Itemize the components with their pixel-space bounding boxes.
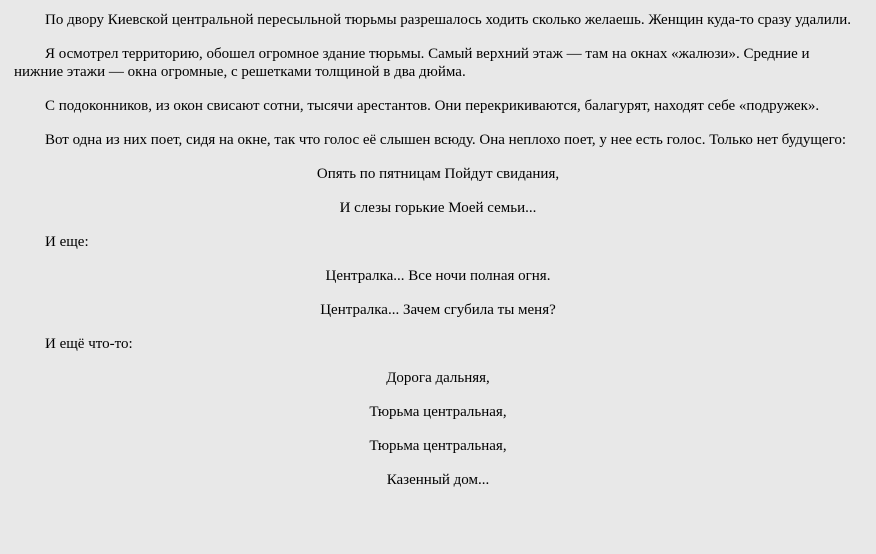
- song-line: Тюрьма центральная,: [369, 404, 507, 420]
- song-line: Централка... Все ночи полная огня.: [325, 268, 551, 284]
- paragraph: С подоконников, из окон свисают сотни, тысячи арестантов. Они перекрикиваются, балагурят, находят себе «подружек».: [45, 98, 820, 114]
- song-line: И слезы горькие Моей семьи...: [339, 200, 537, 216]
- paragraph: Я осмотрел территорию, обошел огромное здание тюрьмы. Самый верхний этаж — там на окнах «жалюзи». Средние и нижние этажи — окна огромные, с решетками толщиной в два дюйма.: [14, 46, 810, 80]
- song-line: Тюрьма центральная,: [369, 438, 507, 454]
- paragraph: И еще:: [45, 234, 89, 250]
- paragraph: По двору Киевской центральной пересыльной тюрьмы разрешалось ходить сколько желаешь. Женщин куда-то сразу удалили.: [45, 12, 852, 28]
- paragraph: Вот одна из них поет, сидя на окне, так что голос её слышен всюду. Она неплохо поет, у нее есть голос. Только нет будущего:: [45, 132, 847, 148]
- song-line: Дорога дальняя,: [386, 370, 490, 386]
- paragraph: И ещё что-то:: [45, 336, 133, 352]
- song-line: Централка... Зачем сгубила ты меня?: [320, 302, 556, 318]
- song-line: Казенный дом...: [386, 472, 490, 488]
- song-line: Опять по пятницам Пойдут свидания,: [316, 166, 560, 182]
